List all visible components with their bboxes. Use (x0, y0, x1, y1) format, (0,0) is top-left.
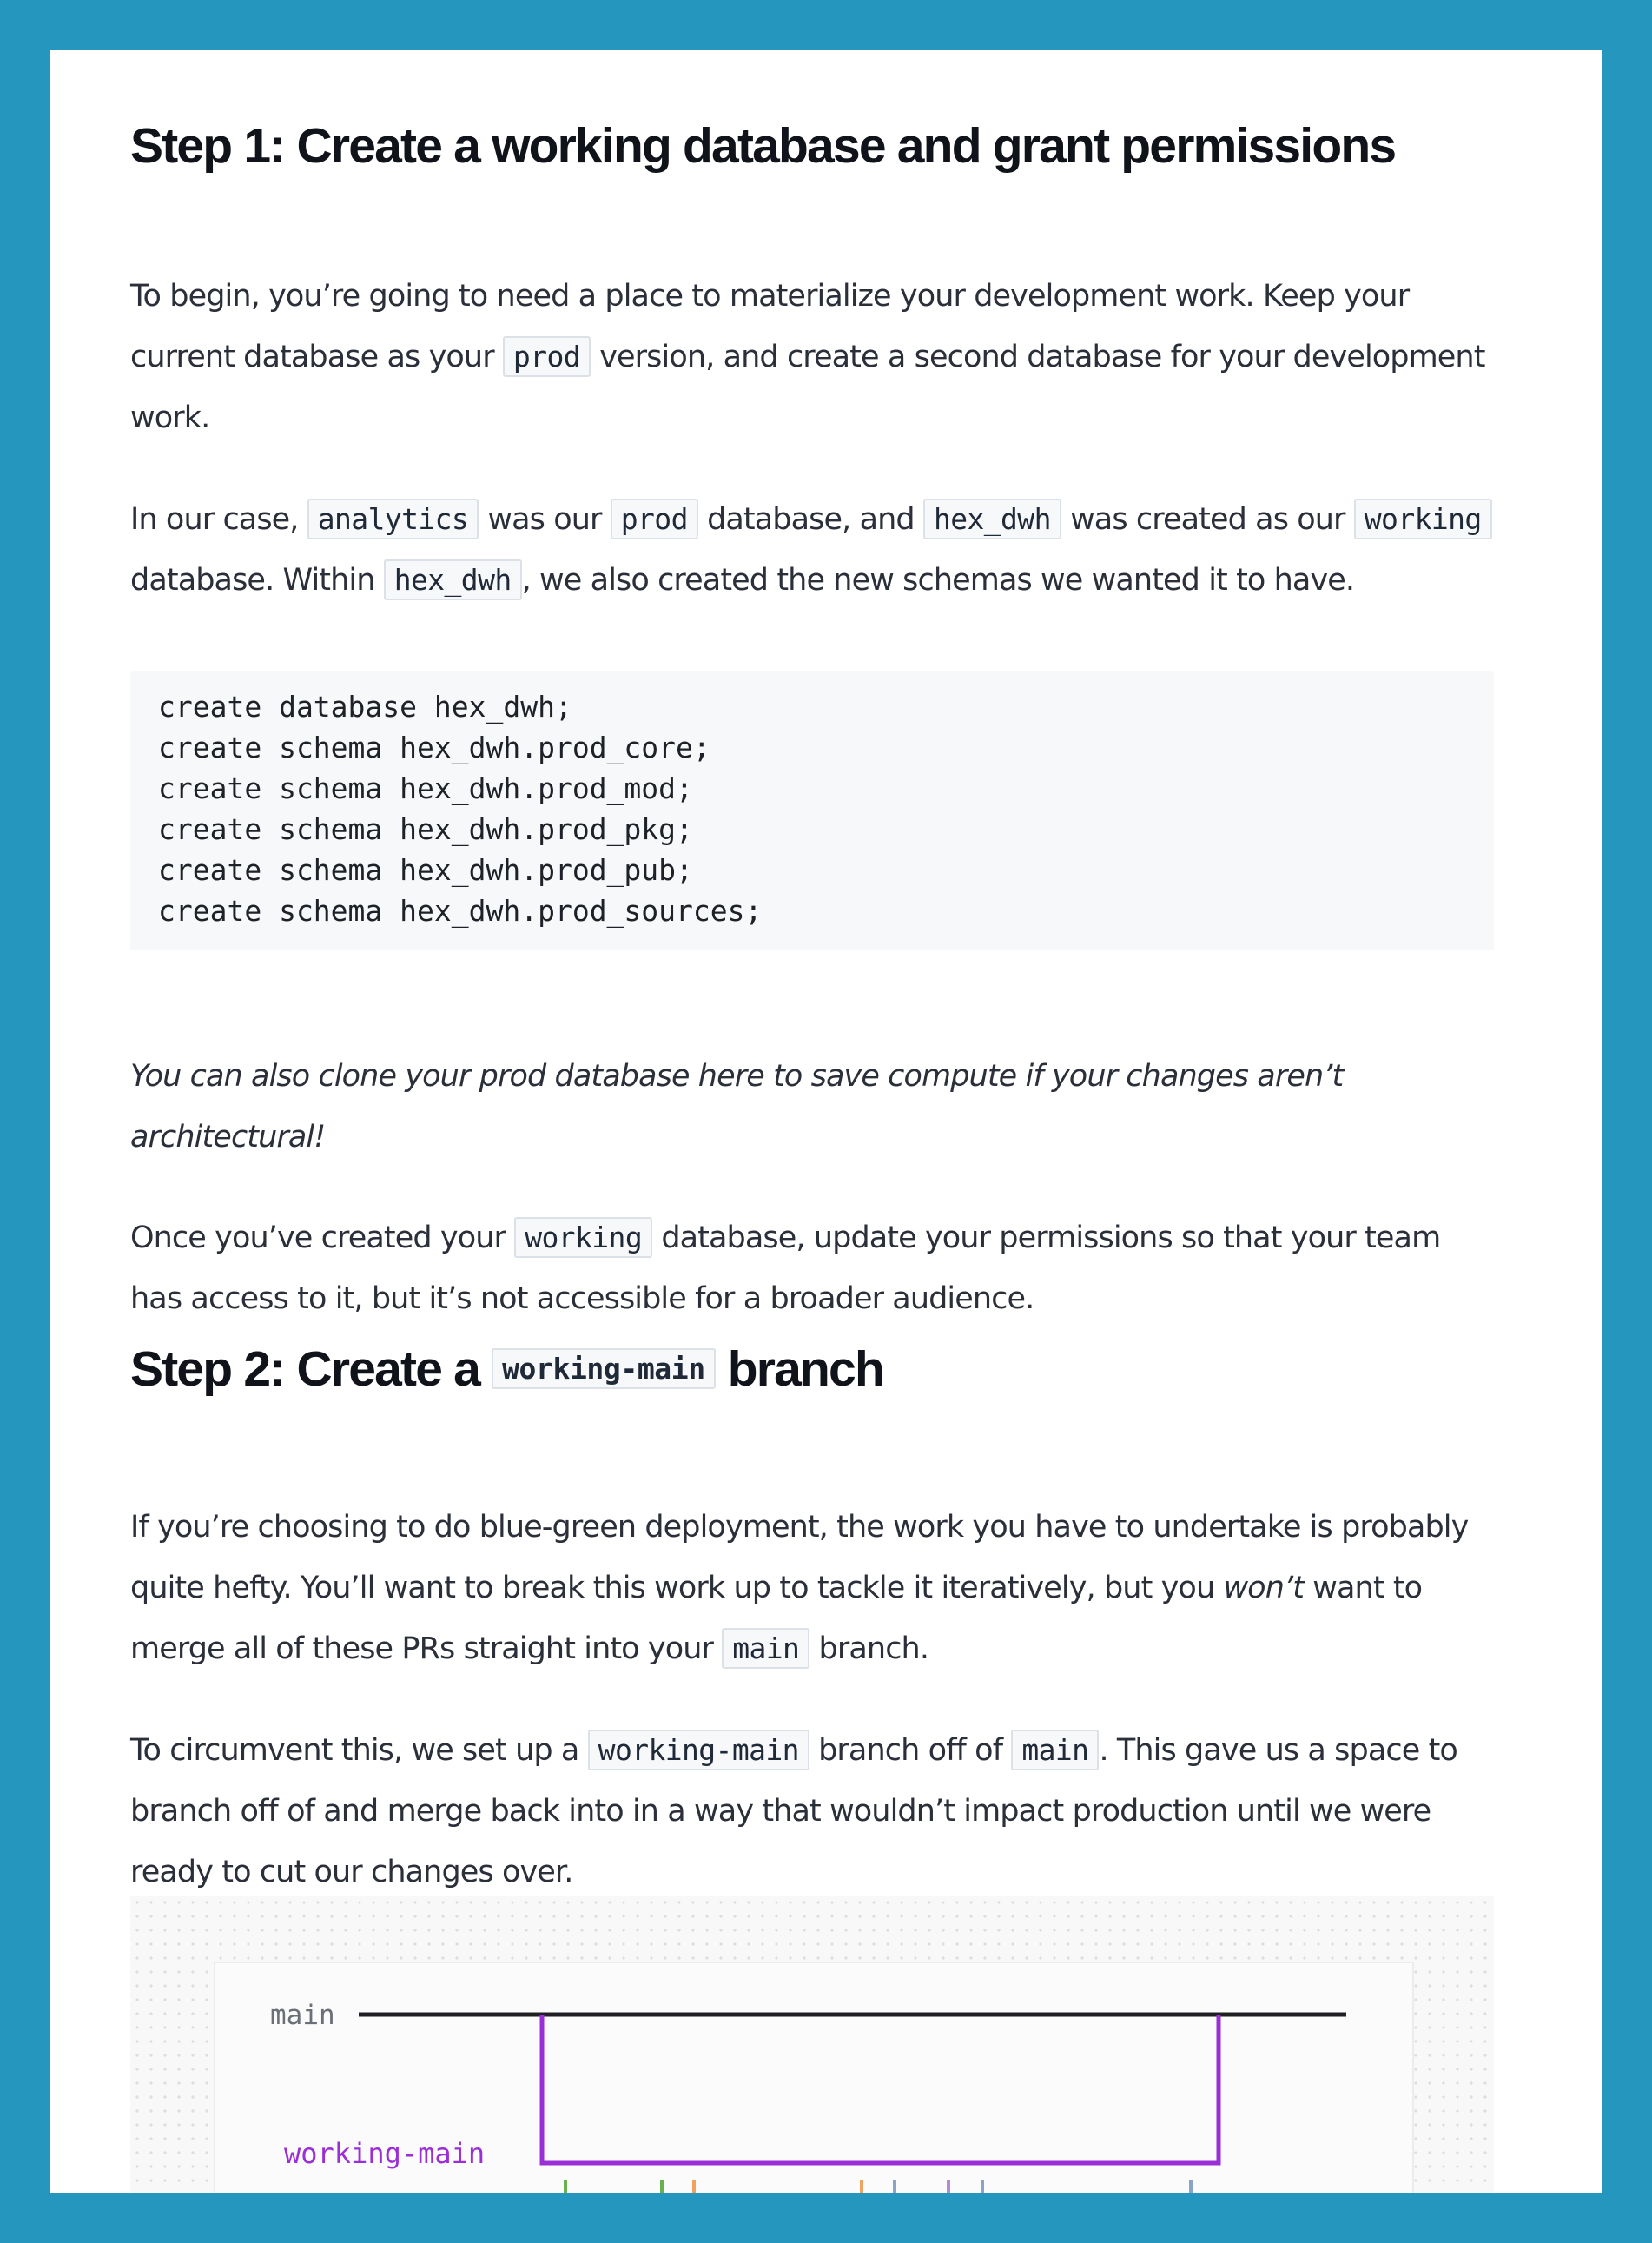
inline-code-working-main: working-main (492, 1348, 716, 1389)
text: database, update your permissions so that your team has access to it, but it’s not accessible for a broader audience. (130, 1221, 1441, 1316)
text: want to merge all of these PRs straight into your (130, 1571, 1423, 1666)
code-line: create schema hex_dwh.prod_pub; (158, 853, 693, 887)
clone-note: You can also clone your prod database here to save compute if your changes aren’t architectural! (130, 1059, 1344, 1155)
heading-text: branch (715, 1341, 883, 1397)
step1-paragraph-1 (130, 266, 1494, 448)
text: database. Within (130, 563, 384, 598)
text: . This gave us a space to branch off of and merge back into in a way that wouldn’t impact production until we were ready to cut our changes over. (130, 1733, 1457, 1889)
text: , we also created the new schemas we wanted it to have. (521, 563, 1355, 598)
step1-paragraph-2 (130, 489, 1494, 611)
inline-code-working: working (514, 1217, 652, 1258)
code-line: create schema hex_dwh.prod_mod; (158, 771, 693, 805)
branch-diagram (130, 1896, 1494, 2193)
step1-heading: Step 1: Create a working database and grant permissions (130, 118, 1396, 174)
code-line: create database hex_dwh; (158, 690, 572, 724)
branch-diagram-svg (130, 1896, 1494, 2193)
step2-paragraph-2 (130, 1720, 1494, 1902)
inline-code-main: main (1011, 1730, 1099, 1770)
step1-paragraph-3 (130, 1208, 1494, 1329)
text: branch off of (809, 1733, 1012, 1768)
inline-code-main: main (722, 1628, 809, 1669)
sql-code-block[interactable] (130, 671, 1494, 950)
article-card (50, 50, 1602, 2193)
text: was created as our (1061, 502, 1354, 537)
text: branch. (809, 1631, 929, 1666)
code-line: create schema hex_dwh.prod_core; (158, 731, 710, 764)
code-line: create schema hex_dwh.prod_sources; (158, 894, 763, 928)
inline-code-hex-dwh: hex_dwh (384, 559, 522, 600)
inline-code-prod: prod (503, 336, 591, 377)
text: In our case, (130, 502, 307, 537)
text: database, and (697, 502, 923, 537)
text: To begin, you’re going to need a place to materialize your development work. Keep your current database as your (130, 279, 1410, 374)
text: Once you’ve created your (130, 1221, 515, 1255)
inline-code-prod: prod (611, 499, 698, 539)
text: version, and create a second database for your development work. (130, 340, 1485, 435)
code-lines (158, 686, 1466, 931)
text: To circumvent this, we set up a (130, 1733, 588, 1768)
inline-code-working: working (1354, 499, 1492, 539)
inline-code-analytics: analytics (307, 499, 479, 539)
text: If you’re choosing to do blue-green deployment, the work you have to undertake is probably quite hefty. You’ll want to break this work up to tackle it iteratively, but you (130, 1510, 1469, 1605)
inline-code-hex-dwh: hex_dwh (923, 499, 1061, 539)
text: was our (479, 502, 611, 537)
emphasis: won’t (1223, 1571, 1305, 1605)
code-line: create schema hex_dwh.prod_pkg; (158, 812, 693, 846)
step2-paragraph-1 (130, 1497, 1494, 1679)
step2-heading (130, 1340, 883, 1399)
working-main-label: working-main (284, 2137, 486, 2170)
heading-text: Step 2: Create a (130, 1341, 492, 1397)
main-branch-label: main (270, 2000, 335, 2031)
inline-code-working-main: working-main (588, 1730, 809, 1770)
working-main-branch-line (542, 2015, 1219, 2163)
